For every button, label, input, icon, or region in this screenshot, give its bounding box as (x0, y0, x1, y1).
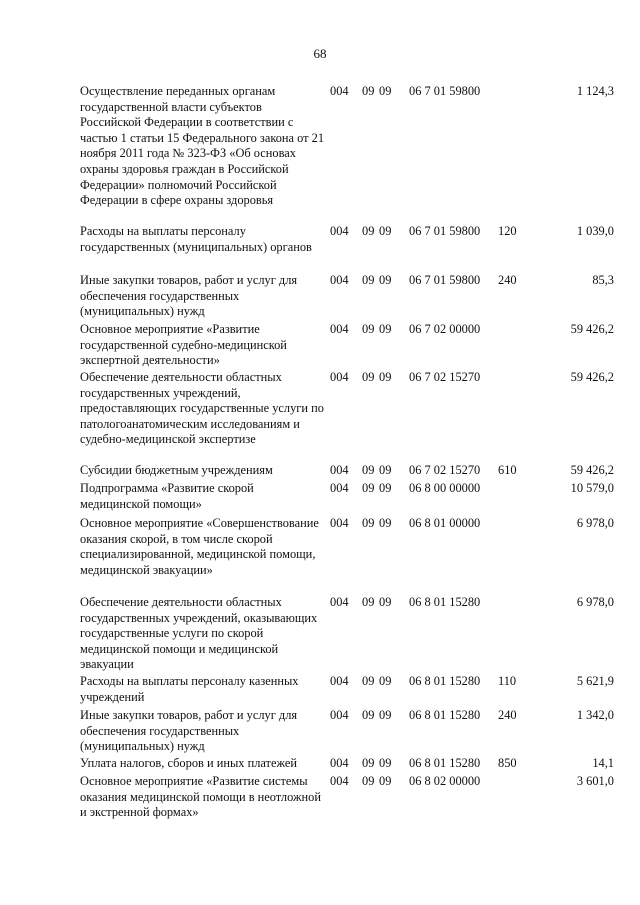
row-subsection-code: 09 (379, 774, 392, 788)
row-target-code: 06 8 01 15280 (409, 674, 481, 688)
row-subsection-code: 09 (379, 463, 392, 477)
row-admin-code: 004 (330, 708, 349, 722)
row-target-code: 06 7 02 15270 (409, 370, 481, 384)
row-target-code: 06 7 02 15270 (409, 463, 481, 477)
row-target-code: 06 7 01 59800 (409, 84, 481, 98)
row-name: Расходы на выплаты персоналу государственных (муниципальных) органов (80, 224, 312, 254)
row-section-code: 09 (362, 481, 375, 495)
row-name: Обеспечение деятельности областных государственных учреждений, предоставляющих государственные услуги по патологоанатомическим исследованиям и судебно-медицинской экспертизе (80, 370, 324, 447)
row-sum: 6 978,0 (576, 595, 614, 609)
row-admin-code: 004 (330, 774, 349, 788)
row-subsection-code: 09 (379, 322, 392, 336)
row-subsection-code: 09 (379, 595, 392, 609)
row-expense-type-code: 240 (498, 273, 517, 287)
row-admin-code: 004 (330, 674, 349, 688)
row-admin-code: 004 (330, 481, 349, 495)
row-target-code: 06 8 01 00000 (409, 516, 481, 530)
row-target-code: 06 7 01 59800 (409, 273, 481, 287)
row-section-code: 09 (362, 463, 375, 477)
row-admin-code: 004 (330, 756, 349, 770)
row-subsection-code: 09 (379, 516, 392, 530)
row-subsection-code: 09 (379, 674, 392, 688)
row-name: Осуществление переданных органам государственной власти субъектов Российской Федерации в соответствии с частью 1 статьи 15 Федерального закона от 21 ноября 2011 года № 323-ФЗ «Об основах охраны здоровья граждан в Российской Федерации» полномочий Российской Федерации в сфере охраны здоровья (80, 84, 325, 208)
row-expense-type-code: 110 (498, 674, 517, 688)
row-admin-code: 004 (330, 273, 349, 287)
row-section-code: 09 (362, 516, 375, 530)
row-sum: 14,1 (592, 756, 614, 770)
page-number: 68 (313, 46, 327, 61)
row-expense-type-code: 610 (498, 463, 517, 477)
row-sum: 59 426,2 (570, 463, 614, 477)
row-subsection-code: 09 (379, 273, 392, 287)
row-admin-code: 004 (330, 370, 349, 384)
row-section-code: 09 (362, 224, 375, 238)
row-target-code: 06 8 02 00000 (409, 774, 481, 788)
row-sum: 1 039,0 (576, 224, 614, 238)
row-subsection-code: 09 (379, 370, 392, 384)
row-name: Основное мероприятие «Совершенствование оказания скорой, в том числе скорой специализированной, медицинской помощи, медицинской эвакуации» (80, 516, 319, 577)
row-sum: 6 978,0 (576, 516, 614, 530)
row-sum: 85,3 (592, 273, 614, 287)
row-admin-code: 004 (330, 516, 349, 530)
row-sum: 59 426,2 (570, 322, 614, 336)
row-section-code: 09 (362, 756, 375, 770)
row-subsection-code: 09 (379, 84, 392, 98)
row-sum: 59 426,2 (570, 370, 614, 384)
row-expense-type-code: 240 (498, 708, 517, 722)
row-name: Обеспечение деятельности областных государственных учреждений, оказывающих государственные услуги по скорой медицинской помощи и медицинской эвакуации (80, 595, 318, 672)
row-name: Иные закупки товаров, работ и услуг для обеспечения государственных (муниципальных) нужд (80, 273, 298, 319)
row-section-code: 09 (362, 774, 375, 788)
row-section-code: 09 (362, 595, 375, 609)
row-name: Субсидии бюджетным учреждениям (80, 463, 273, 477)
row-admin-code: 004 (330, 84, 349, 98)
row-admin-code: 004 (330, 322, 349, 336)
row-sum: 1 124,3 (576, 84, 614, 98)
row-target-code: 06 8 01 15280 (409, 756, 481, 770)
row-expense-type-code: 850 (498, 756, 517, 770)
row-target-code: 06 8 00 00000 (409, 481, 481, 495)
row-subsection-code: 09 (379, 224, 392, 238)
row-name: Уплата налогов, сборов и иных платежей (80, 756, 298, 770)
row-subsection-code: 09 (379, 756, 392, 770)
row-admin-code: 004 (330, 595, 349, 609)
row-sum: 3 601,0 (576, 774, 614, 788)
row-section-code: 09 (362, 273, 375, 287)
row-target-code: 06 7 02 00000 (409, 322, 481, 336)
row-admin-code: 004 (330, 463, 349, 477)
row-name: Иные закупки товаров, работ и услуг для обеспечения государственных (муниципальных) нужд (80, 708, 298, 754)
row-section-code: 09 (362, 322, 375, 336)
row-sum: 5 621,9 (576, 674, 614, 688)
row-section-code: 09 (362, 84, 375, 98)
row-expense-type-code: 120 (498, 224, 517, 238)
row-sum: 1 342,0 (576, 708, 614, 722)
row-target-code: 06 7 01 59800 (409, 224, 481, 238)
row-name: Основное мероприятие «Развитие государственной судебно-медицинской экспертной деятельности» (80, 322, 287, 368)
row-section-code: 09 (362, 674, 375, 688)
row-subsection-code: 09 (379, 708, 392, 722)
row-section-code: 09 (362, 708, 375, 722)
row-target-code: 06 8 01 15280 (409, 595, 481, 609)
row-subsection-code: 09 (379, 481, 392, 495)
row-admin-code: 004 (330, 224, 349, 238)
row-name: Основное мероприятие «Развитие системы оказания медицинской помощи в неотложной и экстренной формах» (80, 774, 321, 820)
row-name: Расходы на выплаты персоналу казенных учреждений (80, 674, 299, 704)
row-sum: 10 579,0 (570, 481, 614, 495)
row-name: Подпрограмма «Развитие скорой медицинской помощи» (80, 481, 254, 511)
row-section-code: 09 (362, 370, 375, 384)
row-target-code: 06 8 01 15280 (409, 708, 481, 722)
